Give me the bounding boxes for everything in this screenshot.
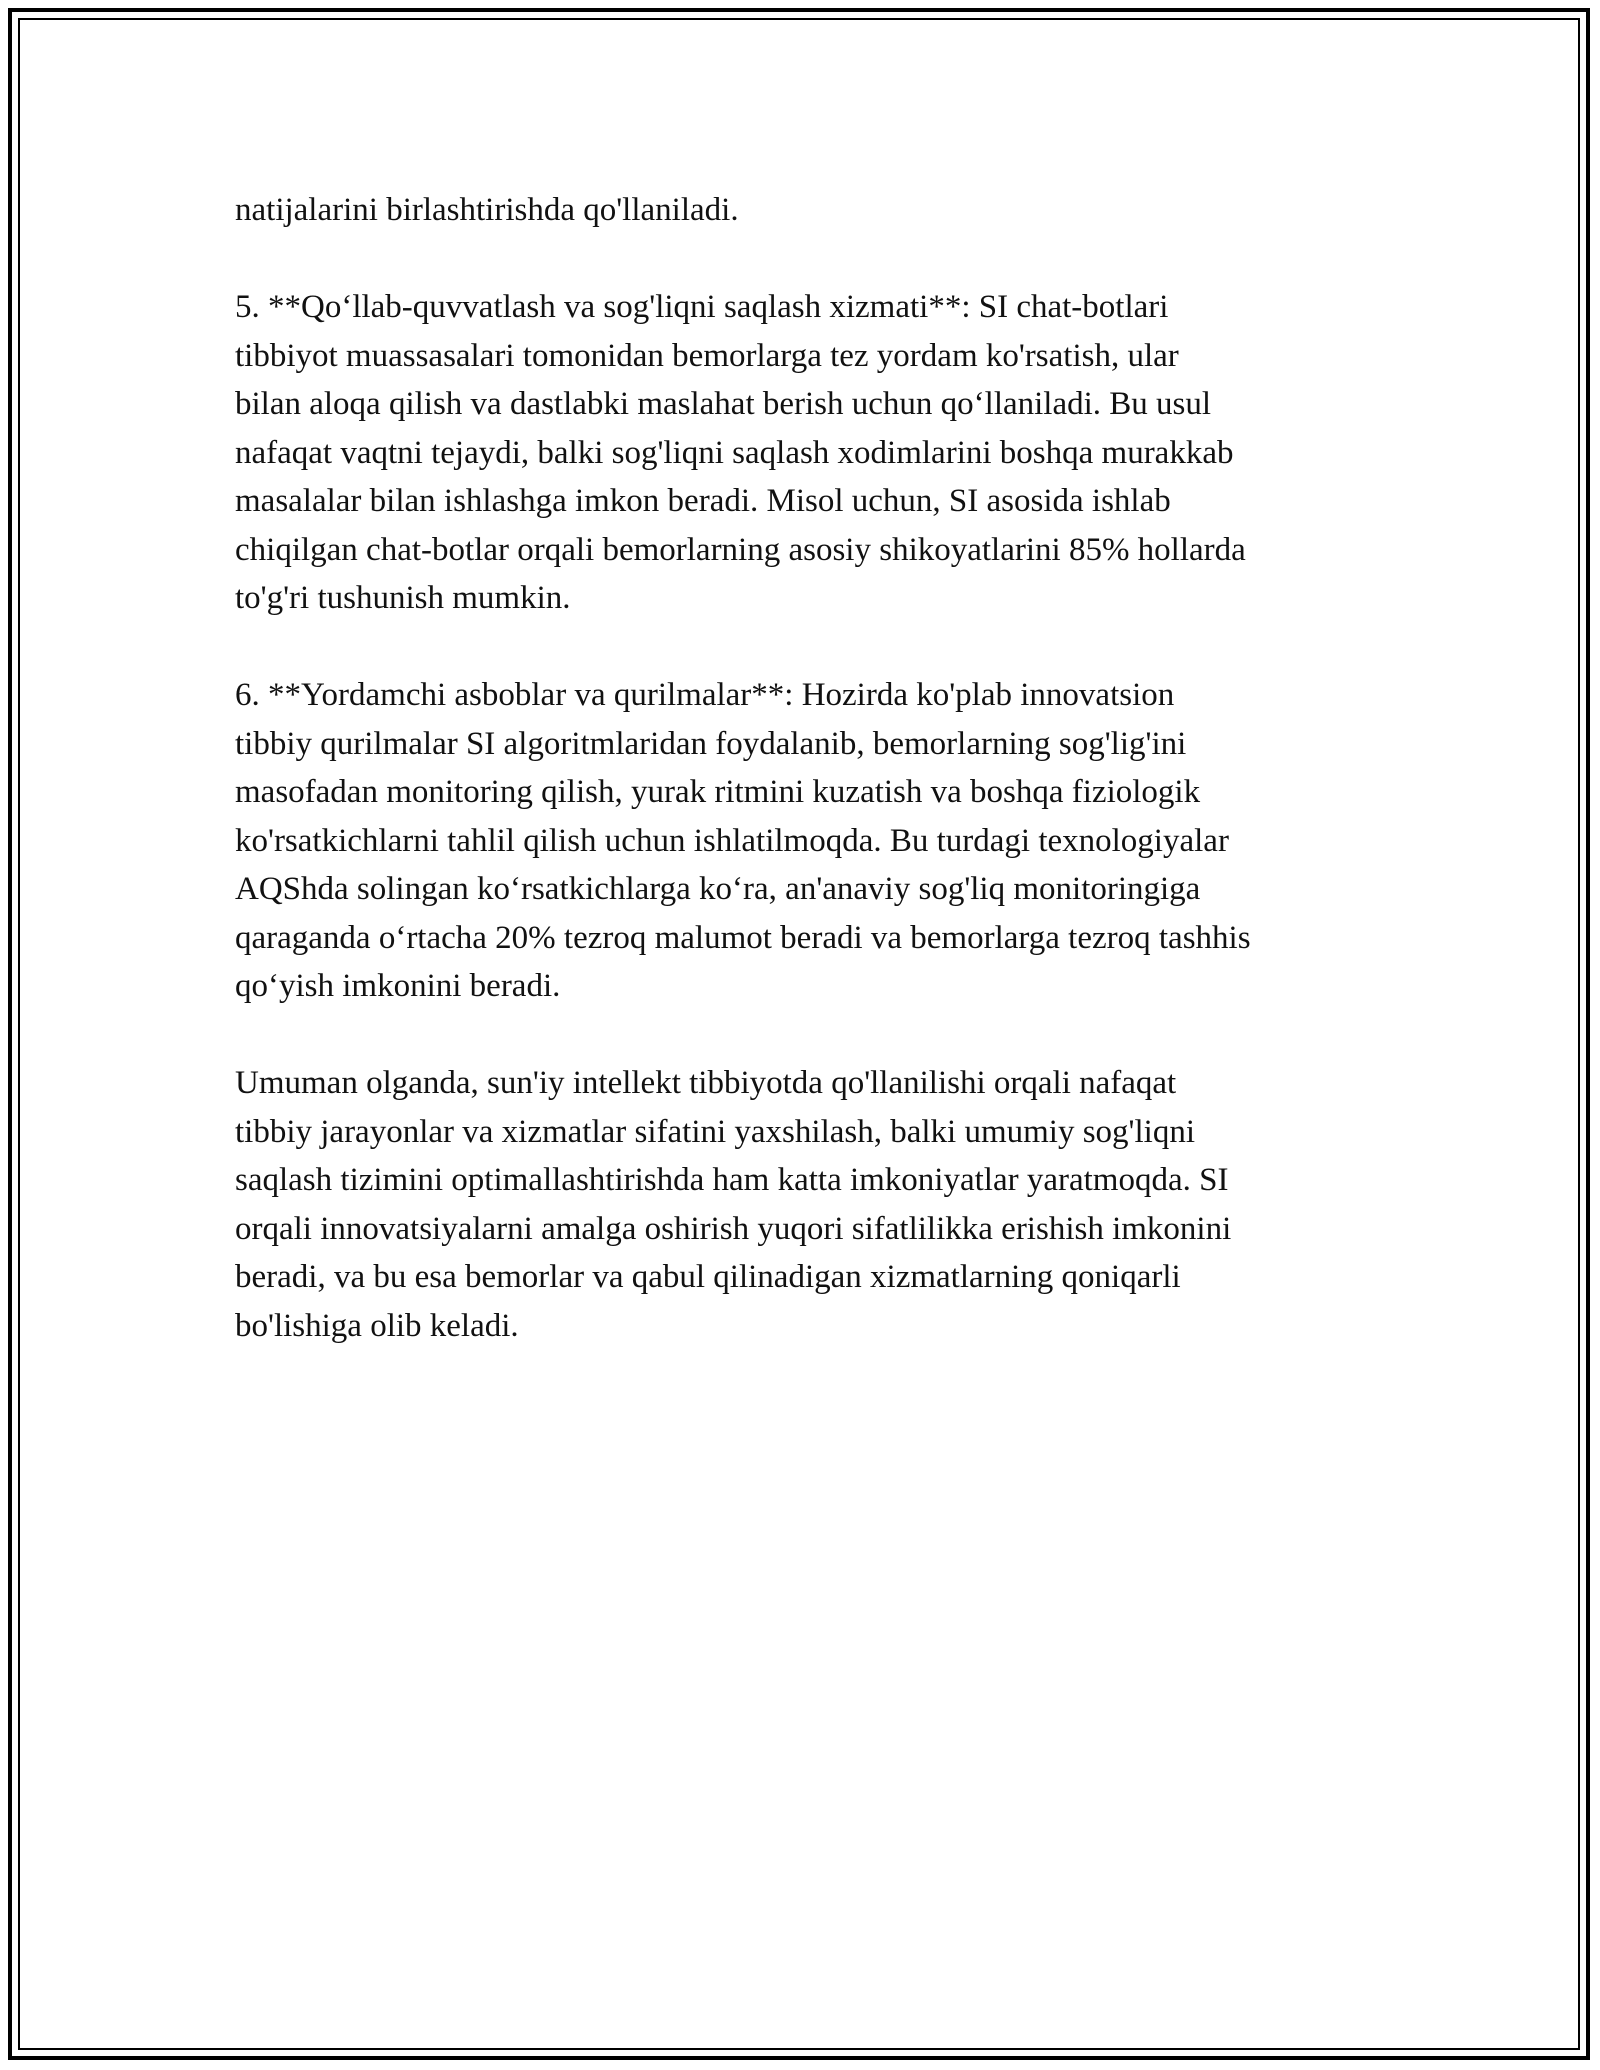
paragraph-item-5: 5. **Qo‘llab-quvvatlash va sog'liqni saqlash xizmati**: SI chat-botlari tibbiyot muassasalari tomonidan bemorlarga tez yordam ko'rsatish, ular bilan aloqa qilish va dastlabki maslahat berish uchun qo‘llaniladi. Bu usul nafaqat vaqtni tejaydi, balki sog'liqni saqlash xodimlarini boshqa murakkab masalalar bilan ishlashga imkon beradi. Misol uchun, SI asosida ishlab chiqilgan chat-botlar orqali bemorlarning asosiy shikoyatlarini 85% hollarda to'g'ri tushunish mumkin. xyxy=(235,289,1246,616)
paragraph-conclusion: Umuman olganda, sun'iy intellekt tibbiyotda qo'llanilishi orqali nafaqat tibbiy jarayonlar va xizmatlar sifatini yaxshilash, balki umumiy sog'liqni saqlash tizimini optimallashtirishda ham katta imkoniyatlar yaratmoqda. SI orqali innovatsiyalarni amalga oshirish yuqori sifatlilikka erishish imkonini beradi, va bu esa bemorlar va qabul qilinadigan xizmatlarning qoniqarli bo'lishiga olib keladi. xyxy=(235,1065,1232,1344)
paragraph-item-6: 6. **Yordamchi asboblar va qurilmalar**: Hozirda ko'plab innovatsion tibbiy qurilmalar SI algoritmlaridan foydalanib, bemorlarning sog'lig'ini masofadan monitoring qilish, yurak ritmini kuzatish va boshqa fiziologik ko'rsatkichlarni tahlil qilish uchun ishlatilmoqda. Bu turdagi texnologiyalar AQShda solingan ko‘rsatkichlarga ko‘ra, an'anaviy sog'liq monitoringiga qaraganda o‘rtacha 20% tezroq malumot beradi va bemorlarga tezroq tashhis qo‘yish imkonini beradi. xyxy=(235,677,1251,1004)
document-body xyxy=(235,186,1375,1399)
paragraph-continuation: natijalarini birlashtirishda qo'llaniladi. xyxy=(235,192,739,228)
